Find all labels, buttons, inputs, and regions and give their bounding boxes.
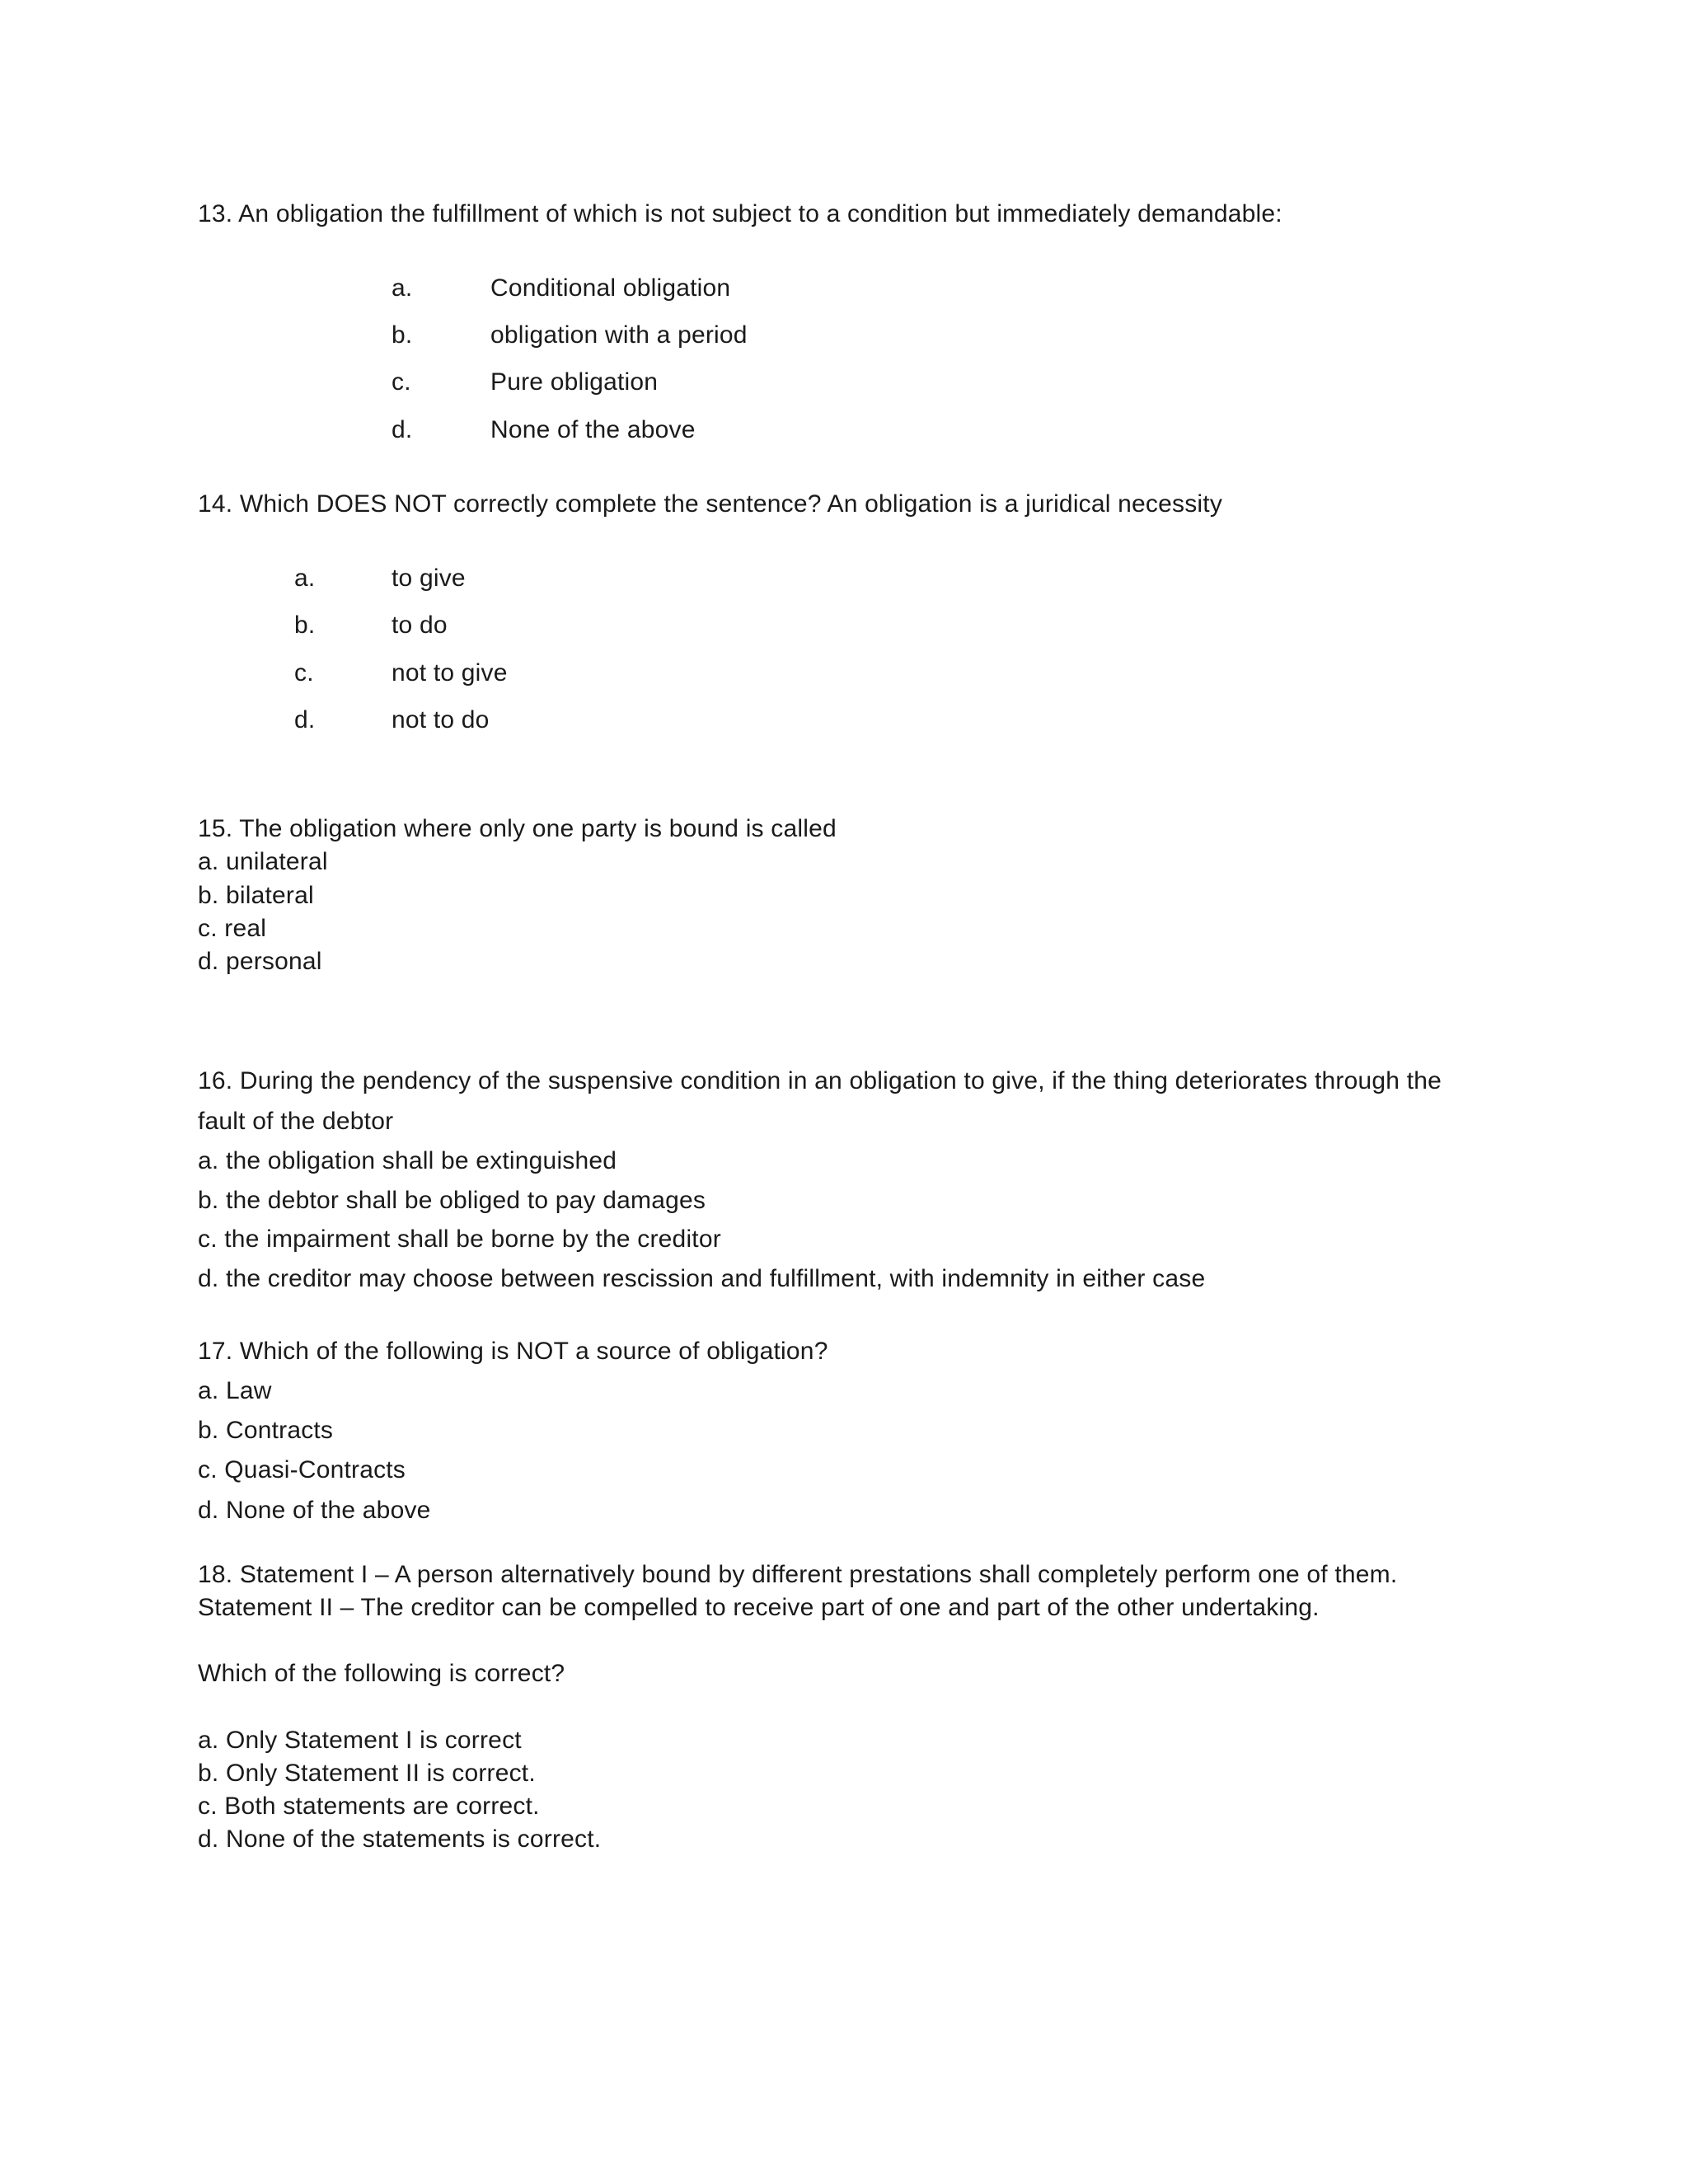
q14-option-a-letter: a.: [294, 565, 316, 592]
q14-option-d-letter: d.: [294, 706, 316, 733]
question-16-stem-line-2: fault of the debtor: [198, 1108, 394, 1135]
question-18-statement-2: Statement II – The creditor can be compelled to receive part of one and part of the other undertaking.: [198, 1594, 1320, 1621]
q17-option-a: a. Law: [198, 1377, 272, 1404]
q14-option-b-letter: b.: [294, 612, 316, 639]
question-18-prompt: Which of the following is correct?: [198, 1660, 565, 1687]
q13-option-d-text: None of the above: [490, 416, 696, 443]
q17-option-c: c. Quasi-Contracts: [198, 1456, 406, 1483]
q17-option-d: d. None of the above: [198, 1497, 431, 1524]
q13-option-b-letter: b.: [392, 321, 413, 349]
q14-option-c-text: not to give: [392, 659, 508, 687]
q18-option-b: b. Only Statement II is correct.: [198, 1760, 536, 1787]
question-15-stem: 15. The obligation where only one party is bound is called: [198, 815, 837, 842]
q16-option-b: b. the debtor shall be obliged to pay damages: [198, 1187, 706, 1214]
question-18-statement-1: 18. Statement I – A person alternatively bound by different prestations shall completely perform one of them.: [198, 1561, 1398, 1588]
q14-option-d-text: not to do: [392, 706, 490, 733]
q18-option-c: c. Both statements are correct.: [198, 1793, 540, 1820]
q15-option-d: d. personal: [198, 948, 322, 975]
q13-option-c-text: Pure obligation: [490, 368, 659, 396]
question-14-stem: 14. Which DOES NOT correctly complete the sentence? An obligation is a juridical necessity: [198, 490, 1223, 518]
question-13-stem: 13. An obligation the fulfillment of which is not subject to a condition but immediately demandable:: [198, 200, 1282, 227]
question-17-stem: 17. Which of the following is NOT a source of obligation?: [198, 1338, 828, 1365]
q16-option-c: c. the impairment shall be borne by the creditor: [198, 1226, 721, 1253]
q16-option-a: a. the obligation shall be extinguished: [198, 1147, 617, 1174]
q15-option-a: a. unilateral: [198, 848, 328, 875]
q13-option-a-text: Conditional obligation: [490, 274, 731, 302]
q15-option-c: c. real: [198, 915, 267, 942]
q14-option-a-text: to give: [392, 565, 466, 592]
q14-option-b-text: to do: [392, 612, 448, 639]
q18-option-d: d. None of the statements is correct.: [198, 1825, 602, 1853]
q13-option-b-text: obligation with a period: [490, 321, 748, 349]
q13-option-c-letter: c.: [392, 368, 411, 396]
q13-option-a-letter: a.: [392, 274, 413, 302]
q17-option-b: b. Contracts: [198, 1417, 334, 1444]
question-16-stem-line-1: 16. During the pendency of the suspensive condition in an obligation to give, if the thing deteriorates through the: [198, 1067, 1442, 1094]
q13-option-d-letter: d.: [392, 416, 413, 443]
q15-option-b: b. bilateral: [198, 882, 314, 909]
q18-option-a: a. Only Statement I is correct: [198, 1727, 522, 1754]
q16-option-d: d. the creditor may choose between rescission and fulfillment, with indemnity in either case: [198, 1265, 1206, 1292]
q14-option-c-letter: c.: [294, 659, 314, 687]
